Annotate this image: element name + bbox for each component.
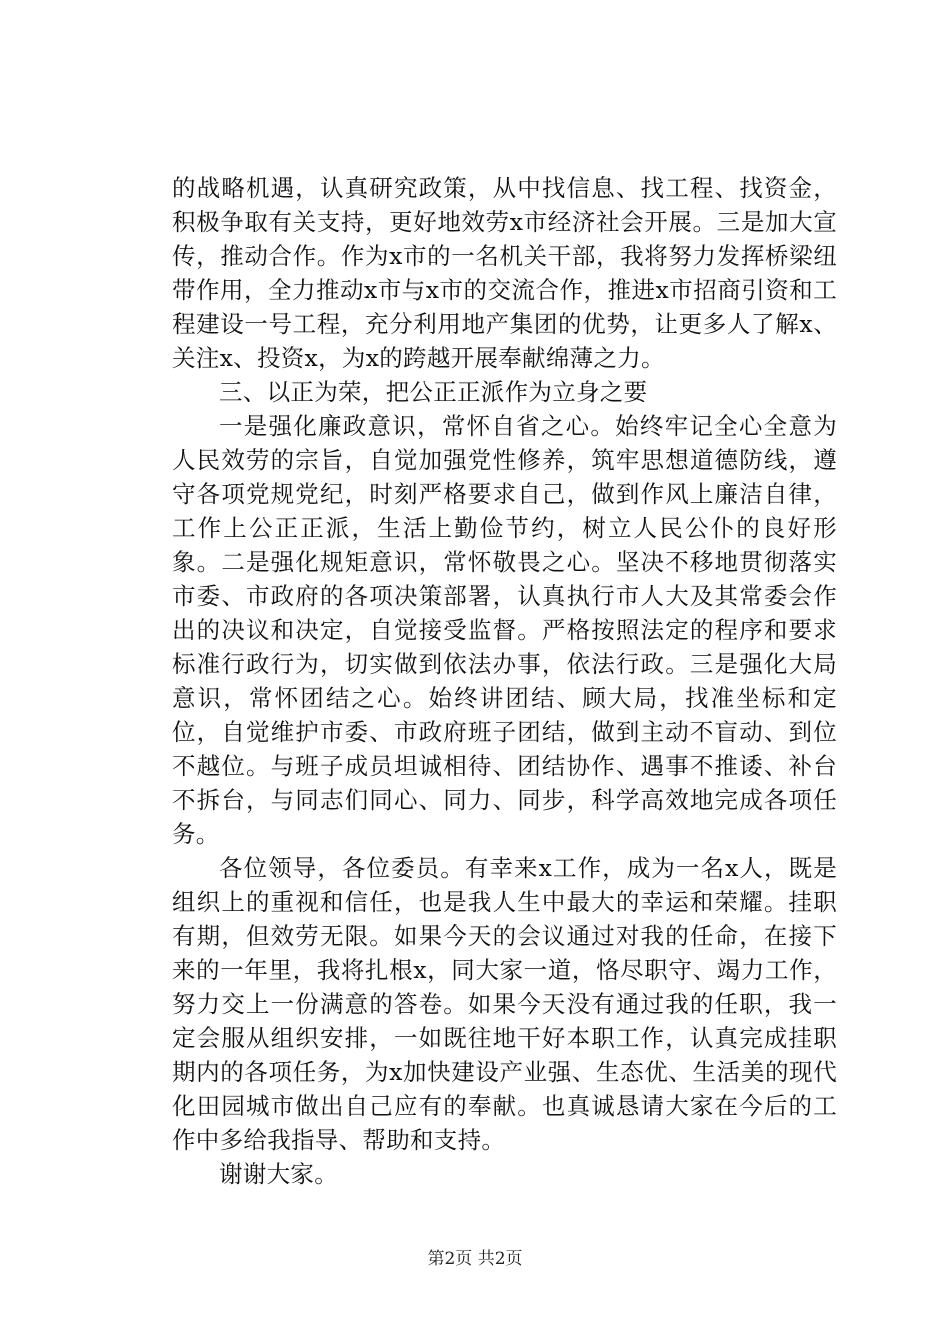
paragraph-thanks: 谢谢大家。 <box>219 1160 338 1188</box>
paragraph-continuation: 的战略机遇，认真研究政策，从中找信息、找工程、找资金，积极争取有关支持，更好地效劳x市经济社会开展。三是加大宣传，推动合作。作为x市的一名机关干部，我将努力发挥桥梁纽带作用，全力推动x市与x市的交流合作，推进x市招商引资和工程建设一号工程，充分利用地产集团的优势，让更多人了解x、关注x、投资x，为x的跨越开展奉献绵薄之力。 <box>172 174 837 372</box>
page-number-footer: 第2页 共2页 <box>427 1249 523 1269</box>
paragraph-closing-remarks: 各位领导，各位委员。有幸来x工作，成为一名x人，既是组织上的重视和信任，也是我人生中最大的幸运和荣耀。挂职有期，但效劳无限。如果今天的会议通过对我的任命，在接下来的一年里，我将扎根x，同大家一道，恪尽职守、竭力工作，努力交上一份满意的答卷。如果今天没有通过我的任职，我一定会服从组织安排，一如既往地干好本职工作，认真完成挂职期内的各项任务，为x加快建设产业强、生态优、生活美的现代化田园城市做出自己应有的奉献。也真诚恳请大家在今后的工作中多给我指导、帮助和支持。 <box>172 854 837 1154</box>
section-heading: 三、以正为荣，把公正正派作为立身之要 <box>219 378 648 406</box>
paragraph-integrity: 一是强化廉政意识，常怀自省之心。始终牢记全心全意为人民效劳的宗旨，自觉加强党性修养，筑牢思想道德防线，遵守各项党规党纪，时刻严格要求自己，做到作风上廉洁自律，工作上公正正派，生活上勤俭节约，树立人民公仆的良好形象。二是强化规矩意识，常怀敬畏之心。坚决不移地贯彻落实市委、市政府的各项决策部署，认真执行市人大及其常委会作出的决议和决定，自觉接受监督。严格按照法定的程序和要求标准行政行为，切实做到依法办事，依法行政。三是强化大局意识，常怀团结之心。始终讲团结、顾大局，找准坐标和定位，自觉维护市委、市政府班子团结，做到主动不盲动、到位不越位。与班子成员坦诚相待、团结协作、遇事不推诿、补台不拆台，与同志们同心、同力、同步，科学高效地完成各项任务。 <box>172 412 837 848</box>
body-text <box>172 171 837 1191</box>
